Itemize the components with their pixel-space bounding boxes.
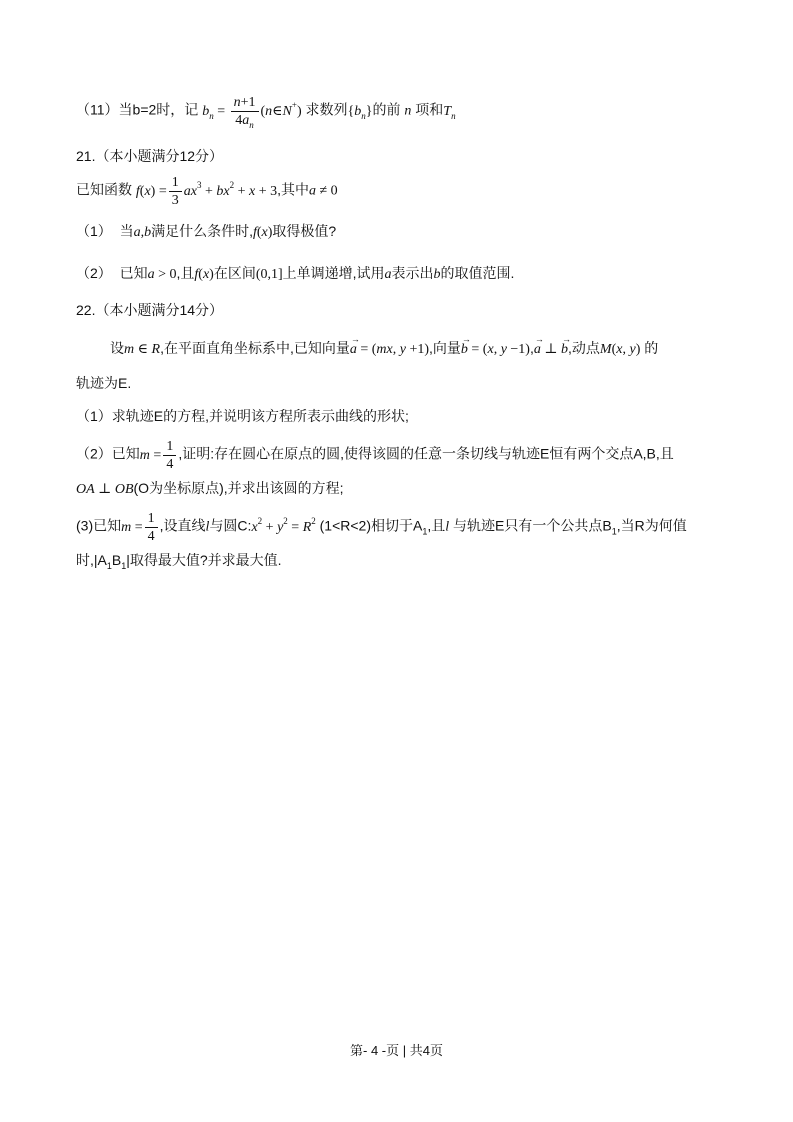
q21-intro xyxy=(76,174,338,209)
q22-intro-b: ,在平面直角坐标系中,已知向量 xyxy=(160,340,350,356)
q22-part3-a: (3)已知 xyxy=(76,517,122,534)
q22-part3-d: (1<R<2)相切于A xyxy=(319,517,423,534)
q22-part3: (3)已知m = $\frac{1}{4}$ ,设直线l与圆$C:x^2 + y^2 = R^2$ (1<R<2)相切于$A_1$,且l 与轨迹E只有一个公共点$B_1$,当R为何值 xyxy=(76,511,687,544)
q22-intro-a: 设 xyxy=(110,340,124,356)
q22-part2: （2）已知m = $\frac{1}{4}$ ,证明:存在圆心在原点的圆,使得该圆的任意一条切线与轨迹E恒有两个交点A,B,且 xyxy=(76,439,674,472)
q22-intro: 设m ∈ R,在平面直角坐标系中,已知向量→ a = (mx, y +1),向量→ b = (x, y −1),→ a ⊥ → b,动点M(x, y) 的 xyxy=(110,338,658,360)
bn-formula: $b_n$ = $\frac{n+1}{4a_n}$ (n∈N+) xyxy=(202,95,302,130)
perp-condition: → a ⊥ → b xyxy=(534,342,568,357)
tn-symbol: $T_n$ xyxy=(443,103,456,121)
q20-part-ask: 求数列 xyxy=(305,101,348,118)
q21-part2: （2） 已知a > 0,且f(x)在区间(0,1]上单调递增,试用a表示出b的取值范围. xyxy=(76,265,515,282)
q22-part3-line2-b: B xyxy=(111,552,122,568)
bn-sequence: $\{b_n\}$ xyxy=(347,103,373,121)
q21-part1: （1） 当a,b满足什么条件时,f(x)取得极值? xyxy=(76,223,337,240)
q22-part2-a: （2）已知 xyxy=(76,445,140,462)
q22-intro-d: ,动点 xyxy=(568,340,600,356)
vector-a: → a = (mx, y +1) xyxy=(350,342,429,357)
page-footer: 第- 4 -页 | 共4页 xyxy=(350,1043,443,1058)
q21-part2-a: 已知 xyxy=(119,265,148,281)
q20-part-tail: 的前 xyxy=(372,101,401,118)
q22-part3-c: 与圆C: xyxy=(209,517,252,534)
q21-part2-c: 在区间 xyxy=(213,265,256,281)
q22-intro-line2: 轨迹为E. xyxy=(76,375,132,391)
fx-formula: f(x) = $\frac{1}{3}$ $ax^3 + bx^2 + x + 3$ xyxy=(135,175,278,208)
vector-b: → b = (x, y −1) xyxy=(461,342,530,357)
q22-part3-line2-a: 时,|A xyxy=(76,552,107,568)
q21-intro-tail: ,其中 xyxy=(277,181,309,198)
q21-part2-e: 表示出 xyxy=(391,265,434,281)
n-symbol: n xyxy=(404,103,412,119)
q20-part-condition: 当b=2时，记 xyxy=(118,101,203,118)
q21-part1-b: 满足什么条件时, xyxy=(151,223,253,239)
q22-part3-e: ,且 xyxy=(427,517,446,534)
q21-part1-a: 当 xyxy=(119,223,134,239)
oa-perp-ob: OA ⊥ OB xyxy=(76,482,134,497)
q22-part2-line2 xyxy=(76,478,344,500)
q21-part2-b: ,且 xyxy=(176,265,195,281)
q22-part3-line2: 时$,|A_1B_1|$取得最大值?并求最大值. xyxy=(76,552,282,571)
q22-part2-line2-text: (O为坐标原点),并求出该圆的方程; xyxy=(133,480,344,496)
q21-part2-label: （2） xyxy=(76,265,112,281)
q21-intro-text: 已知函数 xyxy=(76,181,132,198)
circle-equation: $x^2 + y^2 = R^2$ xyxy=(251,515,316,535)
q22-part3-line2-c: |取得最大值?并求最大值. xyxy=(126,552,282,568)
q21-part1-label: （1） xyxy=(76,223,112,239)
q22-intro-c: ,向量 xyxy=(429,340,461,356)
q21-header: 21.（本小题满分12分） xyxy=(76,148,224,164)
q22-part3-g: ,当R为何值 xyxy=(616,517,687,534)
q22-part2-b: ,证明:存在圆心在原点的圆,使得该圆的任意一条切线与轨迹E恒有两个交点A,B,且 xyxy=(178,445,674,462)
q20-part-tail2: 项和 xyxy=(415,101,444,118)
q22-header: 22.（本小题满分14分） xyxy=(76,302,224,318)
q21-part1-c: 取得极值? xyxy=(272,223,337,239)
q22-intro-e: 的 xyxy=(644,340,659,356)
q21-part2-f: 的取值范围. xyxy=(440,265,515,281)
q21-part2-d: 上单调递增,试用 xyxy=(282,265,385,281)
q22-part3-b: ,设直线 xyxy=(159,517,206,534)
q22-part3-f: 与轨迹E只有一个公共点B xyxy=(453,517,612,534)
a-nonzero: a ≠ 0 xyxy=(309,183,338,199)
q20-part-line xyxy=(76,94,456,129)
q22-part1: （1）求轨迹E的方程,并说明该方程所表示曲线的形状; xyxy=(76,408,409,424)
q20-part-label: （11） xyxy=(76,101,119,118)
